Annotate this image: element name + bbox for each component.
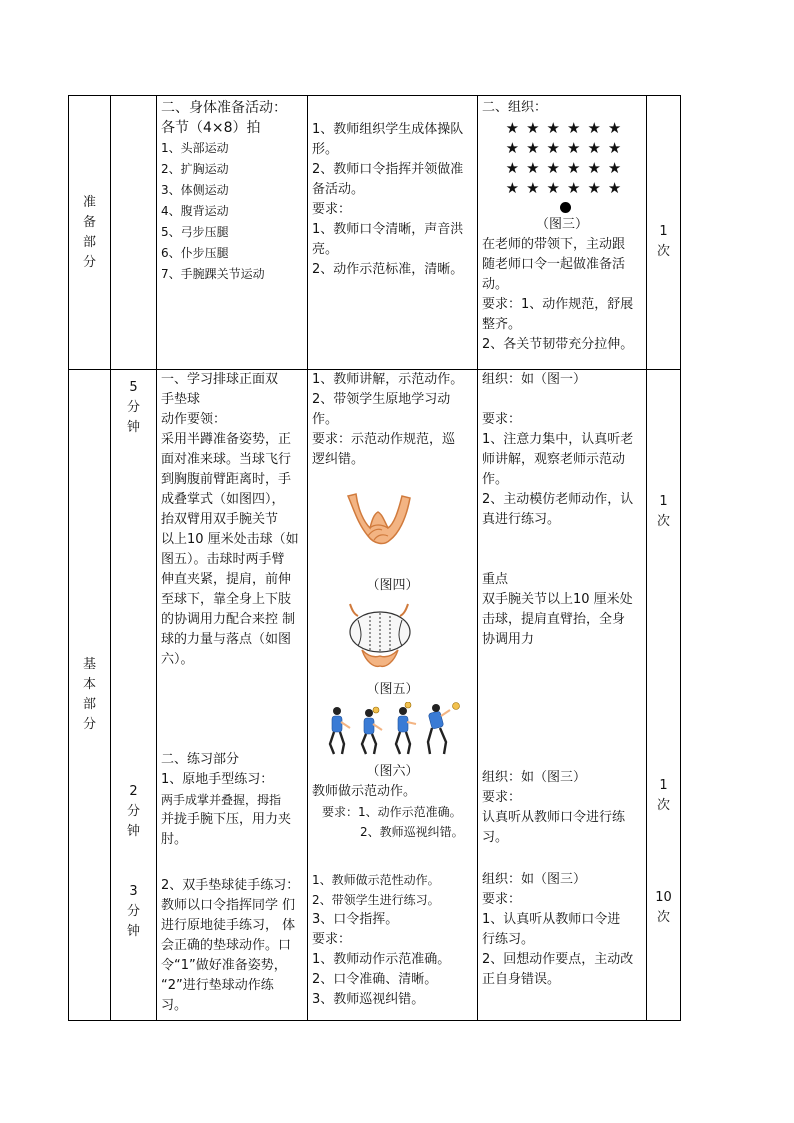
bump-sequence-illustration xyxy=(324,702,464,758)
count-2: 1 次 xyxy=(656,778,670,813)
prep-row xyxy=(69,96,681,370)
basic-section-label: 基 本 部 分 xyxy=(69,370,111,1021)
prep-count: 1 次 xyxy=(647,96,681,370)
formation-diagram: ★★★★★★ ★★★★★★ ★★★★★★ ★★★★★★ xyxy=(482,118,642,213)
count-1: 1 次 xyxy=(656,494,670,529)
prep-teacher: 1、教师组织学生成体操队 形。 2、教师口令指挥并领做准 备活动。 要求： 1、教师口令清晰，声音洪 亮。 2、动作示范标准，清晰。 xyxy=(308,96,478,370)
time-5min: 5 分 钟 xyxy=(126,380,140,435)
time-3min: 3 分 钟 xyxy=(126,884,140,939)
fig4-caption: （图四） xyxy=(366,578,419,593)
basic-row xyxy=(69,370,681,1021)
basic-teacher: 1、教师讲解，示范动作。 2、带领学生原地学习动 作。 要求：示范动作规范，巡 逻纠错。 （图四） （图五） （图六） 教师做示范动作。 要求：1、动作示范准确。 2、教师巡视纠错。 1、教师做示范性动作。 2、带领学生进行练习。 3、口令指挥。 要求： 1、教师动作示范准确。 2、口令准确、清晰。 3、教师巡视纠错。 xyxy=(308,370,478,1021)
lesson-plan-table xyxy=(68,95,681,1021)
time-2min: 2 分 钟 xyxy=(126,784,140,839)
ball-contact-illustration xyxy=(344,602,416,674)
fig5-caption: （图五） xyxy=(366,682,419,697)
basic-time-cell xyxy=(111,370,157,1021)
basic-student: 组织：如（图一） 要求： 1、注意力集中，认真听老 师讲解，观察老师示范动 作。 2、主动模仿老师动作，认 真进行练习。 重点 双手腕关节以上10 厘米处 击球，提肩直臂抬，全身 协调用力 组织：如（图三） 要求： 认真听从教师口令进行练 习。 组织：如（图三） 要求： 1、认真听从教师口令进 行练习。 2、回想动作要点，主动改 正自身错误。 xyxy=(478,370,647,1021)
fig3-caption: （图三） xyxy=(535,217,588,232)
basic-content: 一、学习排球正面双 手垫球 动作要领： 采用半蹲准备姿势，正 面对准来球。当球飞行 到胸腹前臂距离时，手 成叠掌式（如图四）， 抬双臂用双手腕关节 以上10 厘米处击球（如 图五）。击球时两手臂 伸直夹紧，提肩，前伸 至球下，靠全身上下肢 的协调用力配合来控 制 球的力量与落点（如图 六）。 二、练习部分 1、原地手型练习： 两手成掌并叠握，拇指 并拢手腕下压，用力夹 肘。 2、双手垫球徒手练习： 教师以口令指挥同学 们 进行原地徒手练习， 体 会正确的垫球动作。口 令“1”做好准备姿势， “2”进行垫球动作练 习。 xyxy=(157,370,308,1021)
prep-section-label: 准 备 部 分 xyxy=(69,96,111,370)
hands-folded-illustration xyxy=(344,490,414,554)
prep-student: 二、组织： ★★★★★★ ★★★★★★ ★★★★★★ ★★★★★★ （图三） 在老师的带领下，主动跟 随老师口令一起做准备活 动。 要求：1、动作规范，舒展 整齐。 2、各关节韧带充分拉伸。 xyxy=(478,96,647,370)
teacher-position-dot xyxy=(560,202,571,213)
fig6-caption: （图六） xyxy=(366,764,419,779)
count-3: 10 次 xyxy=(655,890,672,925)
prep-time-cell xyxy=(111,96,157,370)
prep-content: 二、身体准备活动： 各节（4×8）拍 1、头部运动 2、扩胸运动 3、体侧运动 4、腹背运动 5、弓步压腿 6、仆步压腿 7、手腕踝关节运动 xyxy=(157,96,308,370)
basic-count-cell xyxy=(647,370,681,1021)
